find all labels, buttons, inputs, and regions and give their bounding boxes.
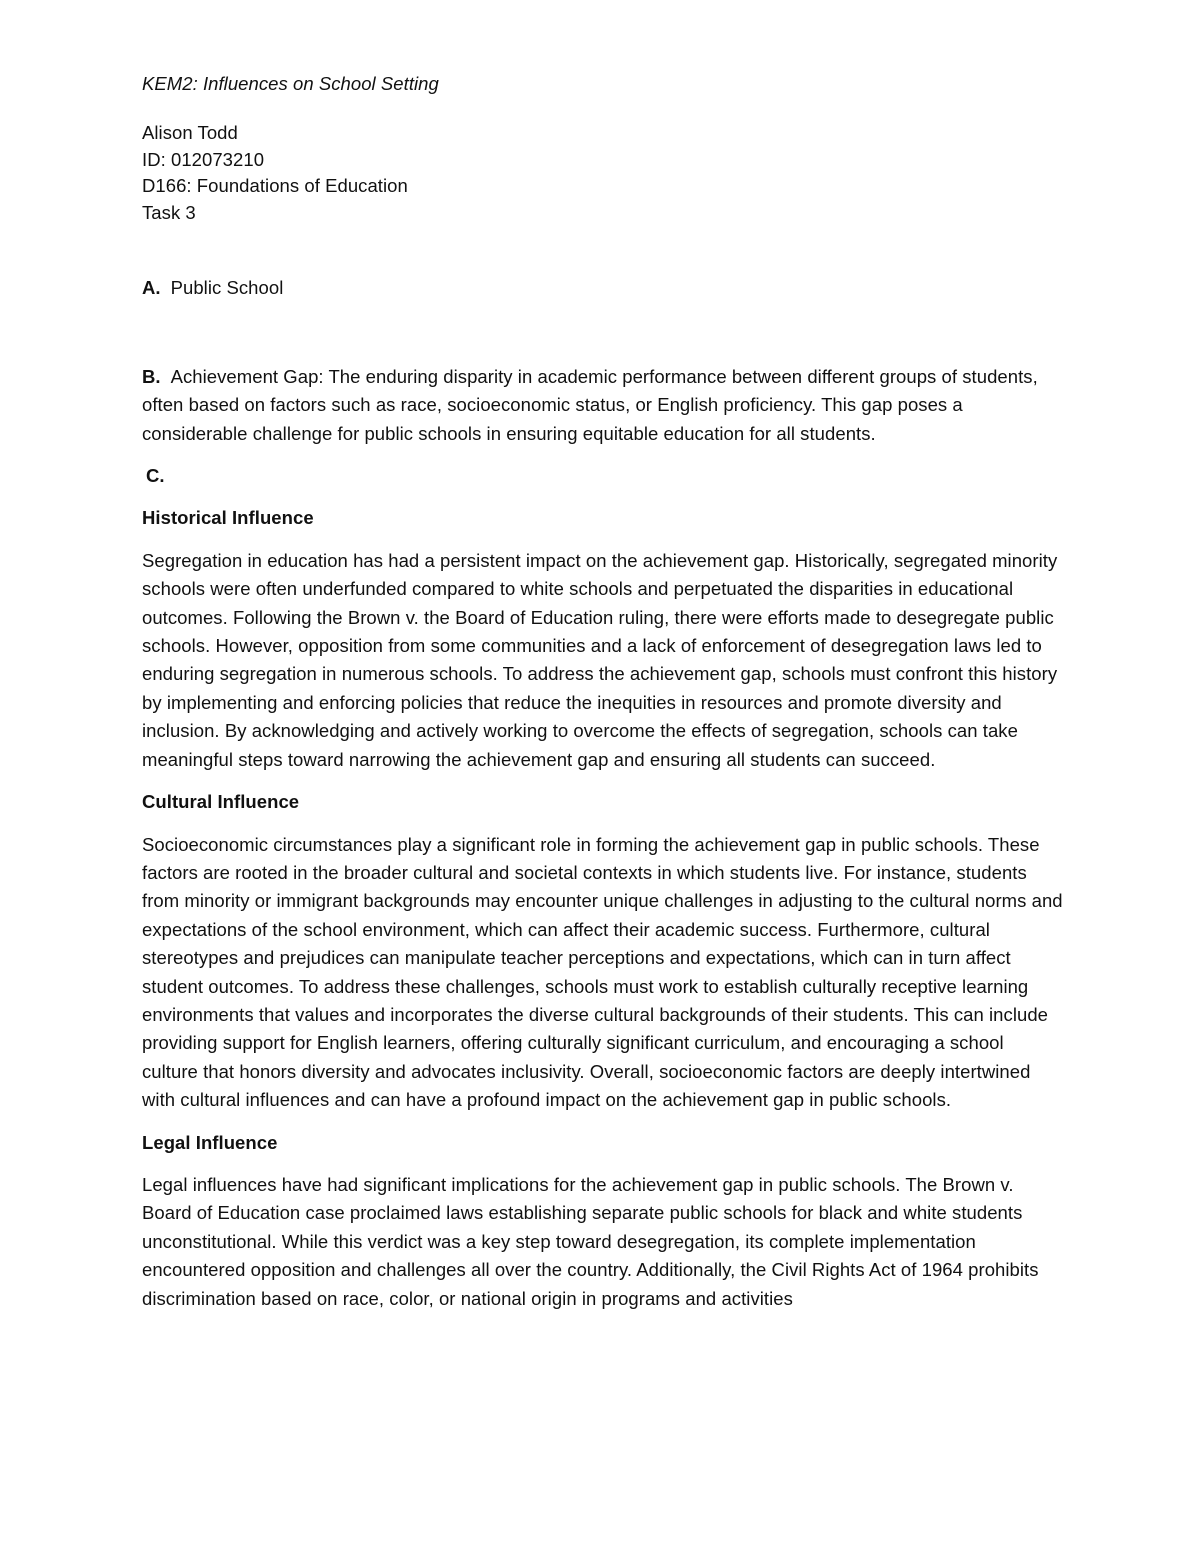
legal-influence-paragraph: Legal influences have had significant implications for the achievement gap in public schools. The Brown v. Board of Education case proclaimed laws establishing separate public schools for black and white students unconstitutional. While this verdict was a key step toward desegregation, its complete implementation encountered opposition and challenges all over the country. Additionally, the Civil Rights Act of 1964 prohibits discrimination based on race, color, or national origin in programs and activities: [142, 1173, 1039, 1309]
task-label: Task 3: [142, 201, 196, 223]
section-a-text: Public School: [170, 277, 284, 299]
document-content: [142, 70, 1064, 1327]
legal-influence-heading: Legal Influence: [142, 1131, 278, 1153]
cultural-influence-heading: Cultural Influence: [142, 791, 300, 813]
section-a: [142, 274, 1064, 302]
student-id: ID: 012073210: [142, 148, 265, 170]
section-a-letter: A.: [142, 277, 161, 299]
document-header-title: KEM2: Influences on School Setting: [142, 73, 439, 94]
author-name: Alison Todd: [142, 122, 238, 144]
historical-influence-paragraph: Segregation in education has had a persistent impact on the achievement gap. Historically, segregated minority schools were often underfunded compared to white schools and perpetuated the disparities in educational outcomes. Following the Brown v. the Board of Education ruling, there were efforts made to desegregate public schools. However, opposition from some communities and a lack of enforcement of desegregation laws led to enduring segregation in numerous schools. To address the achievement gap, schools must confront this history by implementing and enforcing policies that reduce the inequities in resources and promote diversity and inclusion. By acknowledging and actively working to overcome the effects of segregation, schools can take meaningful steps toward narrowing the achievement gap and ensuring all students can succeed.: [142, 549, 1058, 770]
section-c-letter: C.: [146, 465, 165, 487]
author-info-block: [142, 120, 1064, 226]
course-name: D166: Foundations of Education: [142, 175, 408, 197]
cultural-influence-paragraph: Socioeconomic circumstances play a significant role in forming the achievement gap in public schools. These factors are rooted in the broader cultural and societal contexts in which students live. For instance, students from minority or immigrant backgrounds may encounter unique challenges in adjusting to the cultural norms and expectations of the school environment, which can affect their academic success. Furthermore, cultural stereotypes and prejudices can manipulate teacher perceptions and expectations, which can in turn affect student outcomes. To address these challenges, schools must work to establish culturally receptive learning environments that values and incorporates the diverse cultural backgrounds of their students. This can include providing support for English learners, offering culturally significant curriculum, and encouraging a school culture that honors diversity and advocates inclusivity. Overall, socioeconomic factors are deeply intertwined with cultural influences and can have a profound impact on the achievement gap in public schools.: [142, 833, 1063, 1111]
section-b-text: Achievement Gap: The enduring disparity in academic performance between different groups of students, often based on factors such as race, socioeconomic status, or English proficiency. This gap poses a considerable challenge for public schools in ensuring equitable education for all students.: [142, 365, 1038, 444]
section-c: [146, 462, 1064, 490]
section-b-letter: B.: [142, 365, 161, 387]
historical-influence-heading: Historical Influence: [142, 507, 314, 529]
section-b: [142, 363, 1064, 448]
